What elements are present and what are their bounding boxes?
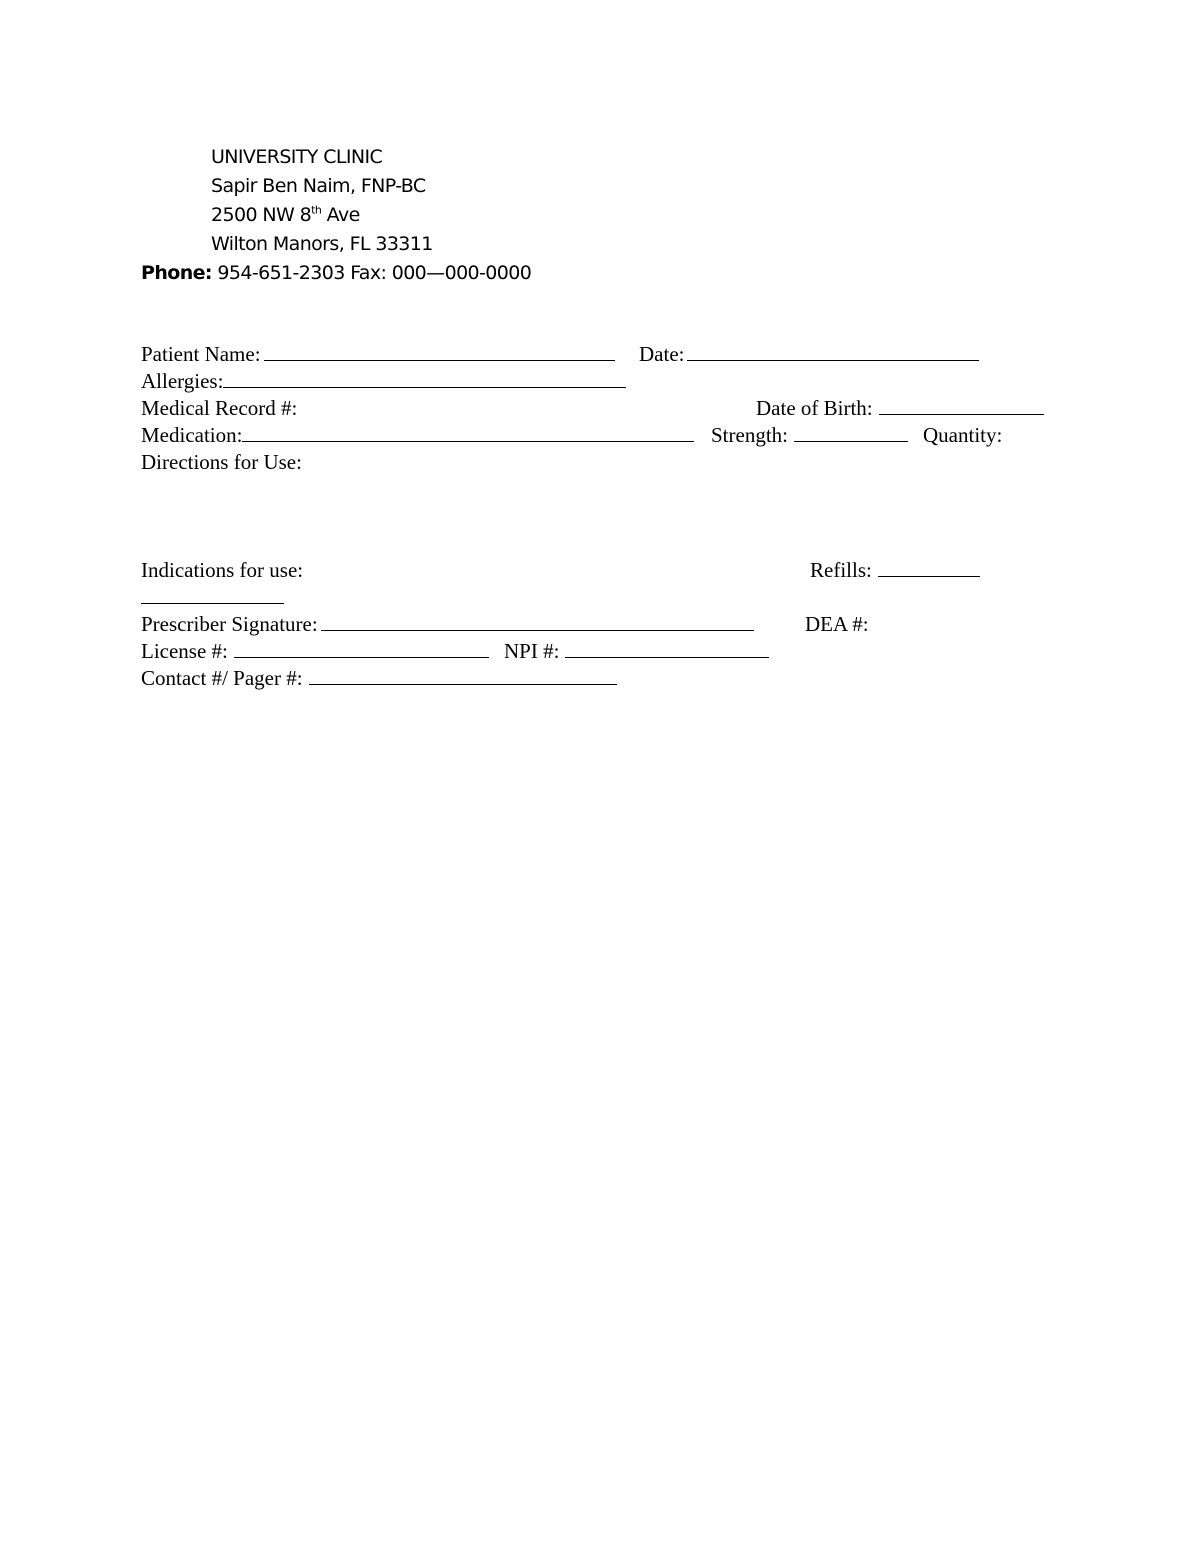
date-group [639, 341, 979, 368]
license-label: License #: [141, 639, 228, 663]
address-ordinal: th [311, 203, 322, 217]
row-directions [141, 449, 302, 476]
clinic-contact [141, 259, 531, 288]
dob-group [756, 395, 1044, 422]
row-record-dob [141, 395, 1071, 422]
indications-label: Indications for use: [141, 558, 304, 582]
indications-field[interactable] [141, 584, 284, 604]
clinic-header [141, 143, 531, 288]
refills-field[interactable] [878, 557, 980, 577]
row-license-npi [141, 638, 841, 665]
medication-field[interactable] [242, 422, 694, 442]
refills-label: Refills: [810, 558, 872, 582]
directions-label: Directions for Use: [141, 450, 302, 474]
strength-group [711, 422, 908, 449]
medication-label: Medication: [141, 423, 243, 447]
dob-label: Date of Birth: [756, 396, 873, 420]
phone-label: Phone: [141, 262, 212, 284]
row-indications-continuation [141, 584, 284, 611]
clinic-name: UNIVERSITY CLINIC [211, 146, 383, 168]
address-prefix: 2500 NW 8 [211, 204, 312, 226]
allergies-field[interactable] [223, 368, 626, 388]
row-allergies [141, 368, 626, 395]
row-signature-dea [141, 611, 1021, 638]
row-medication [141, 422, 1061, 449]
date-label: Date: [639, 342, 685, 366]
npi-field[interactable] [565, 638, 769, 658]
dea-label: DEA #: [805, 612, 869, 636]
signature-field[interactable] [321, 611, 754, 631]
refills-group [810, 557, 980, 584]
patient-name-field[interactable] [264, 341, 615, 361]
strength-field[interactable] [794, 422, 908, 442]
address-suffix: Ave [321, 204, 360, 226]
npi-label: NPI #: [504, 639, 560, 663]
phone-fax-value: 954-651-2303 Fax: 000—000-0000 [211, 262, 532, 284]
row-patient-date [141, 341, 1021, 368]
strength-label: Strength: [711, 423, 788, 447]
contact-label: Contact #/ Pager #: [141, 666, 303, 690]
date-field[interactable] [687, 341, 979, 361]
clinic-city: Wilton Manors, FL 33311 [211, 233, 433, 255]
clinic-address [141, 201, 531, 230]
row-contact [141, 665, 617, 692]
contact-field[interactable] [309, 665, 617, 685]
signature-label: Prescriber Signature: [141, 612, 318, 636]
provider-name: Sapir Ben Naim, FNP-BC [211, 175, 426, 197]
license-field[interactable] [234, 638, 489, 658]
row-indications-refills [141, 557, 1021, 584]
allergies-label: Allergies: [141, 369, 224, 393]
dob-field[interactable] [879, 395, 1044, 415]
npi-group [504, 638, 769, 665]
quantity-label: Quantity: [923, 423, 1003, 447]
medical-record-label: Medical Record #: [141, 396, 298, 420]
patient-name-label: Patient Name: [141, 342, 261, 366]
